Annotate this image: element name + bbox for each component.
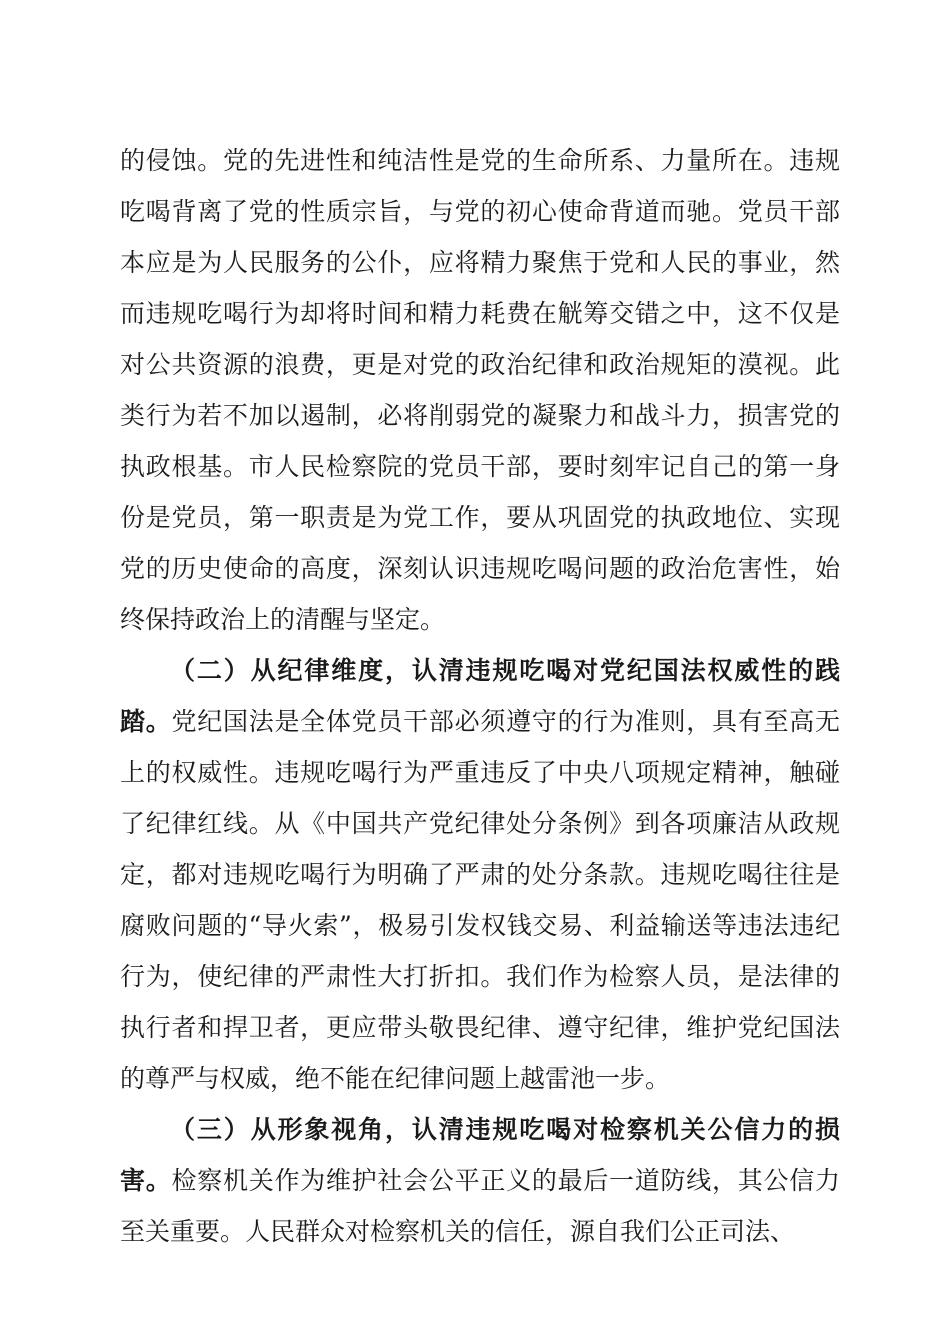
paragraph-2-heading: （二）从纪律维度，认清违规吃喝对党纪国法权威性的践踏。 — [120, 656, 840, 736]
paragraph-3 — [120, 1104, 840, 1257]
document-body — [120, 135, 840, 1257]
paragraph-1 — [120, 135, 840, 645]
paragraph-1-text: 的侵蚀。党的先进性和纯洁性是党的生命所系、力量所在。违规吃喝背离了党的性质宗旨，与党的初心使命背道而驰。党员干部本应是为人民服务的公仆，应将精力聚焦于党和人民的事业，然而违规吃喝行为却将时间和精力耗费在觥筹交错之中，这不仅是对公共资源的浪费，更是对党的政治纪律和政治规矩的漠视。此类行为若不加以遏制，必将削弱党的凝聚力和战斗力，损害党的执政根基。市人民检察院的党员干部，要时刻牢记自己的第一身份是党员，第一职责是为党工作，要从巩固党的执政地位、实现党的历史使命的高度，深刻认识违规吃喝问题的政治危害性，始终保持政治上的清醒与坚定。 — [120, 146, 840, 634]
paragraph-3-text: 检察机关作为维护社会公平正义的最后一道防线，其公信力至关重要。人民群众对检察机关的信任，源自我们公正司法、 — [120, 1166, 840, 1246]
paragraph-2-text: 党纪国法是全体党员干部必须遵守的行为准则，具有至高无上的权威性。违规吃喝行为严重违反了中央八项规定精神，触碰了纪律红线。从《中国共产党纪律处分条例》到各项廉洁从政规定，都对违规吃喝行为明确了严肃的处分条款。违规吃喝往往是腐败问题的“导火索”，极易引发权钱交易、利益输送等违法违纪行为，使纪律的严肃性大打折扣。我们作为检察人员，是法律的执行者和捍卫者，更应带头敬畏纪律、遵守纪律，维护党纪国法的尊严与权威，绝不能在纪律问题上越雷池一步。 — [120, 707, 840, 1093]
paragraph-3-heading: （三）从形象视角，认清违规吃喝对检察机关公信力的损害。 — [120, 1115, 840, 1195]
paragraph-2 — [120, 645, 840, 1104]
